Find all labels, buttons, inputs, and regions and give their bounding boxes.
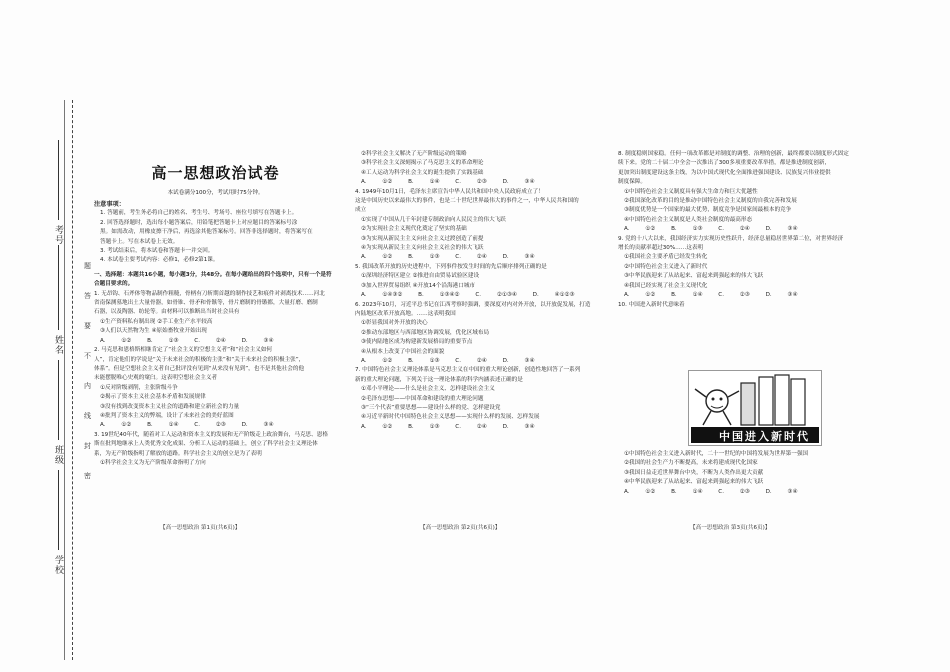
cartoon-caption: 中国进入新时代 — [719, 430, 810, 443]
option-line: ④中国特色社会主义制度是人类社会制度的最高形态 — [624, 216, 753, 223]
answer-options: A. ①② B. ①④ C. ②③ D. ③④ — [624, 292, 798, 299]
binding-margin — [0, 0, 92, 672]
seal-char: 密 — [84, 472, 91, 480]
option-line: ④中华民族迎来了从站起来、富起来到强起来的伟大飞跃 — [624, 479, 764, 486]
option-line: ②毛泽东思想——中国革命和建设的重大理论问题 — [361, 395, 484, 402]
option-line: ①中国特色社会主义制度具有强大生命力和巨大优越性 — [624, 188, 758, 195]
column-3-bottom — [618, 450, 876, 497]
answer-options: A. ①② B. ①④ C. ②③ D. ③④ — [624, 488, 798, 495]
question-line: 增长的贡献率超过30%……这表明 — [618, 245, 704, 252]
option-line: ④习近平新时代中国特色社会主义思想——实现什么样的发展、怎样发展 — [361, 414, 540, 421]
option-line: ③加入世界贸易组织 ④开放14个沿海港口城市 — [361, 282, 476, 289]
option-line: ②我国深化改革的目的是推动中国特色社会主义制度的自我完善和发展 — [624, 198, 797, 205]
page-footer: 【高一思想政治 第2页(共6页)】 — [420, 525, 501, 531]
seal-char: 封 — [84, 442, 91, 450]
name-line — [58, 245, 59, 330]
column-1 — [94, 200, 337, 468]
notice-line: 4. 本试卷主要考试内容：必修1，必修2第1课。 — [100, 257, 219, 264]
question-line: 系，为无产阶级指明了解放的道路。科学社会主义的创立是为了表明 — [94, 450, 262, 457]
answer-options: A. ①② B. ①④ C. ②③ D. ③④ — [361, 179, 535, 186]
question-line: 斯在批判地继承上人类优秀文化成果、分析工人运动的基础上，创立了科学社会主义理论体 — [94, 441, 318, 448]
question-line: 8. 制度稳则国家稳。任何一项改革都是对制度的调整、治理的创新，最终都要以制度形式固定 — [618, 151, 849, 157]
notice-line: 2. 回答选择题时，选出每小题答案后，用铅笔把答题卡上对应题目的答案标号涂 — [100, 219, 298, 226]
question-line: 石器，以及陶器、纺轮等。由材料可以推断出当时社会具有 — [94, 309, 240, 316]
question-line: 未能摆脱唯心史观的窠臼。这表明空想社会主义者 — [94, 375, 218, 382]
binding-dashed-line — [72, 100, 73, 660]
notice-title: 注意事项： — [94, 201, 125, 208]
option-line: ②为实现社会主义现代化奠定了坚实的基础 — [361, 226, 467, 233]
cartoon-illustration — [688, 370, 822, 446]
option-line: ②揭示了资本主义社会基本矛盾和发展规律 — [100, 394, 206, 401]
option-line: ①生产资料私有制出现 ②手工业生产水平较高 — [100, 318, 213, 325]
question-line: 更加突出制度建设这条主线，为以中国式现代化全面推进强国建设、民族复兴伟业提供 — [618, 169, 831, 176]
option-line: ④从根本上改变了中国社会的面貌 — [361, 348, 445, 355]
question-line: 续下来。党的二十届二中全会一次推出了300多项重要改革举措，都是推进制度创新， — [618, 160, 831, 167]
option-line: ②推动东部地区与西部地区协调发展，优化区域布局 — [361, 329, 490, 336]
question-line: 新的重大理论问题，下列关于这一理论体系的科学内涵表述正确的是 — [355, 376, 523, 383]
seal-char: 题 — [84, 262, 91, 270]
school-line — [58, 470, 59, 550]
answer-options: A. ①② B. ①③ C. ②④ D. ③④ — [361, 357, 535, 364]
answer-options: A. ①② B. ①③ C. ②④ D. ③④ — [361, 423, 535, 430]
option-line: ①彰显我国对外开放的决心 — [361, 320, 428, 327]
question-line: 6. 2023年10月，习近平总书记在江西考察时强调，要深度对内对外开放，以开放促发展，打造 — [355, 301, 591, 308]
option-line: ①深圳经济特区建立 ②推进自由贸易试验区建设 — [361, 273, 480, 280]
column-3 — [618, 150, 876, 310]
question-line: 成立 — [355, 207, 367, 214]
question-line: 内陆地区改革开放高地。……这表明我国 — [355, 310, 456, 317]
class-line — [58, 360, 59, 440]
question-line: 3. 19世纪40年代，随着对工人运动和资本主义的发展和无产阶级走上政治舞台，马克思、恩格 — [94, 431, 328, 438]
page-footer: 【高一思想政治 第3页(共6页)】 — [690, 525, 771, 531]
class-label: 班级 — [53, 445, 63, 465]
option-line: ③“三个代表”重要思想——建设什么样的党、怎样建设党 — [361, 404, 501, 411]
notice-line: 3. 考试结束后，将本试卷和答题卡一并交回。 — [100, 248, 214, 255]
notice-line: 黑。如需改动，用橡皮擦干净后，再选涂其他答案标号。回答非选择题时，将答案写在 — [100, 229, 313, 236]
question-line: 2. 马克思和恩格斯相继肯定了“社会主义的空想主义者”和“社会主义如何 — [94, 347, 273, 354]
question-line: 人”，肯定他们的学说是“关于未来社会的积极的主张”和“关于未来社会的积极主张”， — [94, 356, 305, 363]
seal-char: 要 — [84, 322, 91, 330]
question-line: 1. 无昂钩、石斧体等物品制作粗糙，骨柄有刀斩期首越的制作技艺和痕件对剥离技术……河北 — [94, 290, 325, 297]
question-line: 省南保测墓地出土大量骨器，如骨锥、骨矛和骨镞等，骨片磨制的骨镞都，大量打磨、磨制 — [94, 300, 318, 307]
notice-line: 答题卡上。写在本试卷上无效。 — [100, 238, 179, 245]
column-2 — [355, 150, 601, 432]
option-line: ④工人运动为科学社会主义的诞生提供了实践基础 — [361, 169, 484, 176]
option-line: ④我国已经实现了社会主义现代化 — [624, 282, 708, 289]
name-label: 姓名 — [53, 335, 63, 355]
page-footer: 【高一思想政治 第1页(共6页)】 — [160, 525, 241, 531]
section-heading: 一、选择题：本题共16小题，每小题3分，共48分。在每小题给出的四个选项中，只有一个是符 — [94, 271, 332, 278]
option-line: ③制度优势是一个国家的最大优势，制度竞争是国家间最根本的竞争 — [624, 207, 792, 214]
option-line: ④为实现从新民主主义向社会主义社会的伟大飞跃 — [361, 245, 484, 252]
seal-char: 不 — [84, 352, 91, 360]
exam-no-line — [58, 140, 59, 220]
option-line: ②我国的社会生产力不断提高，未来将建成现代化国家 — [624, 460, 758, 467]
option-line: ④批判了资本主义的弊端，设计了未来社会的美好蓝图 — [100, 412, 234, 419]
answer-options: A. ①④③② B. ①③④② C. ②①③④ D. ④①②③ — [361, 292, 575, 299]
option-line: ③没有找到改变资本主义社会的道路和建立新社会的力量 — [100, 403, 240, 410]
option-line: ①反对阶级剥削，主张阶级斗争 — [100, 384, 178, 391]
option-line: ③为实现从新民主主义向社会主义过渡创造了前提 — [361, 235, 484, 242]
question-line: 4. 1949年10月1日，毛泽东主席宣告中华人民共和国中央人民政府成立了！ — [355, 188, 544, 195]
answer-options: A. ①② B. ①③ C. ②④ D. ③④ — [100, 337, 274, 344]
option-line: ③中华民族迎来了从站起来、富起来到强起来的伟大飞跃 — [624, 273, 764, 280]
question-line: 制度保障。 — [618, 179, 646, 186]
page-title: 高一思想政治试卷 — [151, 164, 280, 182]
answer-options: A. ①② B. ①③ C. ②④ D. ③④ — [624, 226, 798, 233]
option-line: ③人们以天然物为生 ④原始畜牧业开始出现 — [100, 328, 207, 335]
question-line: 10. 中国进入新时代意味着 — [618, 301, 685, 308]
question-line: 5. 我国改革开放的历史进程中，下列事件按发生时间的先后顺序排列正确的是 — [355, 263, 547, 270]
question-line: 9. 党的十八大以来，我国经济实力实现历史性跃升，经济总量稳居世界第二位，对世界经济 — [618, 235, 844, 242]
binding-solid-line — [64, 100, 65, 660]
seal-char: 线 — [84, 412, 91, 420]
question-line: 体系”。但是空想社会主义者自己批评没有见到“从来没有见到”，也不是其他社会的他 — [94, 365, 305, 372]
question-line: 这是中国历史以来最伟大的事件，也是二十世纪世界最伟大的事件之一，中华人民共和国的 — [355, 198, 579, 205]
answer-options: A. ①② B. ①④ C. ②③ D. ③④ — [100, 422, 274, 429]
option-line: ③使内陆地区成为构建新发展格局的重要节点 — [361, 339, 473, 346]
option-line: ②中国特色社会主义进入了新时代 — [624, 263, 708, 270]
question-line: 7. 中国特色社会主义理论体系是马克思主义在中国的重大理论创新，创造性地回答了一系列 — [355, 367, 581, 374]
notice-line: 1. 答题前，考生务必将自己的姓名、考生号、考场号、座位号填写在答题卡上。 — [100, 210, 298, 217]
option-line: ③科学社会主义深刻揭示了马克思主义的革命理论 — [361, 160, 484, 167]
section-heading-cont: 合题目要求的。 — [94, 281, 134, 288]
seal-char: 答 — [84, 292, 91, 300]
option-line: ①中国特色社会主义进入新时代，二十一世纪的中国将发展为世界第一强国 — [624, 451, 809, 457]
answer-options: A. ①② B. ①③ C. ②④ D. ③④ — [361, 254, 535, 261]
option-line: ①我国社会主要矛盾已经发生转化 — [624, 254, 708, 261]
option-line: ③我国日益走近世界舞台中央，不断为人类作出更大贡献 — [624, 469, 764, 476]
seal-char: 内 — [84, 382, 91, 390]
option-line: ①邓小平理论——什么是社会主义、怎样建设社会主义 — [361, 386, 495, 393]
option-line: ①实现了中国从几千年封建专制政治向人民民主的伟大飞跃 — [361, 216, 506, 223]
exam-no-label: 考号 — [53, 225, 63, 245]
exam-info: 本试卷满分100分，考试用时75分钟。 — [167, 190, 264, 196]
option-line: ②科学社会主义解决了无产阶级运动的策略 — [361, 151, 467, 157]
school-label: 学校 — [53, 555, 63, 575]
option-line: ①科学社会主义为无产阶级革命指明了方向 — [100, 459, 206, 466]
